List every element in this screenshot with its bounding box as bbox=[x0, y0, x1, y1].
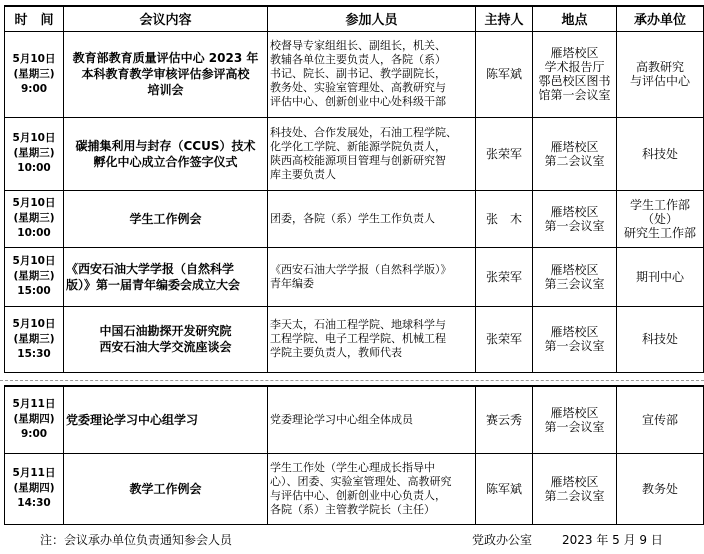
header-host: 主持人 bbox=[476, 6, 533, 31]
meeting-row bbox=[5, 386, 704, 453]
meeting-participants: 党委理论学习中心组全体成员 bbox=[268, 386, 476, 453]
meeting-organizer: 学生工作部 （处） 研究生工作部 bbox=[617, 190, 704, 247]
meeting-host: 赛云秀 bbox=[476, 386, 533, 453]
meeting-content: 中国石油勘探开发研究院 西安石油大学交流座谈会 bbox=[64, 306, 268, 372]
meeting-participants: 校督导专家组组长、副组长，机关、 教辅各单位主要负责人，各院（系） 书记、院长、副书记、教学副院长， 教务处、实验室管理处、高教研究与 评估中心、创新创业中心处科级干部 bbox=[268, 31, 476, 117]
header-time: 时 间 bbox=[5, 6, 64, 31]
meeting-organizer: 科技处 bbox=[617, 306, 704, 372]
meeting-host: 张 木 bbox=[476, 190, 533, 247]
meeting-time: 5月10日 (星期三) 9:00 bbox=[5, 31, 64, 117]
meeting-participants: 李天太，石油工程学院、地球科学与 工程学院、电子工程学院、机械工程 学院主要负责人，教师代表 bbox=[268, 306, 476, 372]
meeting-time: 5月10日 (星期三) 15:30 bbox=[5, 306, 64, 372]
meeting-participants: 《西安石油大学学报（自然科学版）》 青年编委 bbox=[268, 247, 476, 306]
header-location: 地点 bbox=[533, 6, 617, 31]
header-participants: 参加人员 bbox=[268, 6, 476, 31]
schedule-table-continued bbox=[4, 385, 704, 525]
meeting-host: 张荣军 bbox=[476, 117, 533, 190]
meeting-organizer: 期刊中心 bbox=[617, 247, 704, 306]
meeting-location: 雁塔校区 第二会议室 bbox=[533, 117, 617, 190]
meeting-content: 党委理论学习中心组学习 bbox=[64, 386, 268, 453]
header-row bbox=[5, 6, 704, 31]
footer-date: 2023 年 5 月 9 日 bbox=[562, 533, 663, 547]
meeting-location: 雁塔校区 第一会议室 bbox=[533, 386, 617, 453]
meeting-row bbox=[5, 190, 704, 247]
meeting-location: 雁塔校区 第一会议室 bbox=[533, 306, 617, 372]
meeting-host: 陈军斌 bbox=[476, 31, 533, 117]
meeting-organizer: 教务处 bbox=[617, 453, 704, 524]
meeting-time: 5月11日 (星期四) 9:00 bbox=[5, 386, 64, 453]
meeting-host: 张荣军 bbox=[476, 247, 533, 306]
meeting-time: 5月10日 (星期三) 10:00 bbox=[5, 117, 64, 190]
meeting-location: 雁塔校区 学术报告厅 鄠邑校区图书 馆第一会议室 bbox=[533, 31, 617, 117]
meeting-participants: 科技处、合作发展处，石油工程学院、 化学化工学院、新能源学院负责人， 陕西高校能源项目管理与创新研究智 库主要负责人 bbox=[268, 117, 476, 190]
meeting-content: 教学工作例会 bbox=[64, 453, 268, 524]
page-break-divider bbox=[0, 380, 704, 381]
meeting-time: 5月10日 (星期三) 15:00 bbox=[5, 247, 64, 306]
meeting-organizer: 高教研究 与评估中心 bbox=[617, 31, 704, 117]
schedule-table-main bbox=[4, 5, 704, 373]
meeting-row bbox=[5, 117, 704, 190]
meeting-location: 雁塔校区 第一会议室 bbox=[533, 190, 617, 247]
meeting-row bbox=[5, 31, 704, 117]
meeting-time: 5月10日 (星期三) 10:00 bbox=[5, 190, 64, 247]
meeting-time: 5月11日 (星期四) 14:30 bbox=[5, 453, 64, 524]
meeting-location: 雁塔校区 第二会议室 bbox=[533, 453, 617, 524]
meeting-content: 学生工作例会 bbox=[64, 190, 268, 247]
meeting-content: 碳捕集利用与封存（CCUS）技术 孵化中心成立合作签字仪式 bbox=[64, 117, 268, 190]
meeting-organizer: 科技处 bbox=[617, 117, 704, 190]
meeting-host: 陈军斌 bbox=[476, 453, 533, 524]
header-content: 会议内容 bbox=[64, 6, 268, 31]
footer-note: 注：会议承办单位负责通知参会人员 bbox=[40, 533, 233, 547]
meeting-row bbox=[5, 247, 704, 306]
meeting-content: 教育部教育质量评估中心 2023 年 本科教育教学审核评估参评高校 培训会 bbox=[64, 31, 268, 117]
meeting-participants: 团委，各院（系）学生工作负责人 bbox=[268, 190, 476, 247]
meeting-participants: 学生工作处（学生心理成长指导中 心）、团委、实验室管理处、高教研究 与评估中心、创新创业中心负责人， 各院（系）主管教学院长（主任） bbox=[268, 453, 476, 524]
meeting-location: 雁塔校区 第三会议室 bbox=[533, 247, 617, 306]
meeting-host: 张荣军 bbox=[476, 306, 533, 372]
meeting-row bbox=[5, 306, 704, 372]
meeting-content: 《西安石油大学学报（自然科学 版）》第一届青年编委会成立大会 bbox=[64, 247, 268, 306]
header-organizer: 承办单位 bbox=[617, 6, 704, 31]
footer-office: 党政办公室 bbox=[472, 533, 533, 547]
meeting-row bbox=[5, 453, 704, 524]
meeting-organizer: 宣传部 bbox=[617, 386, 704, 453]
